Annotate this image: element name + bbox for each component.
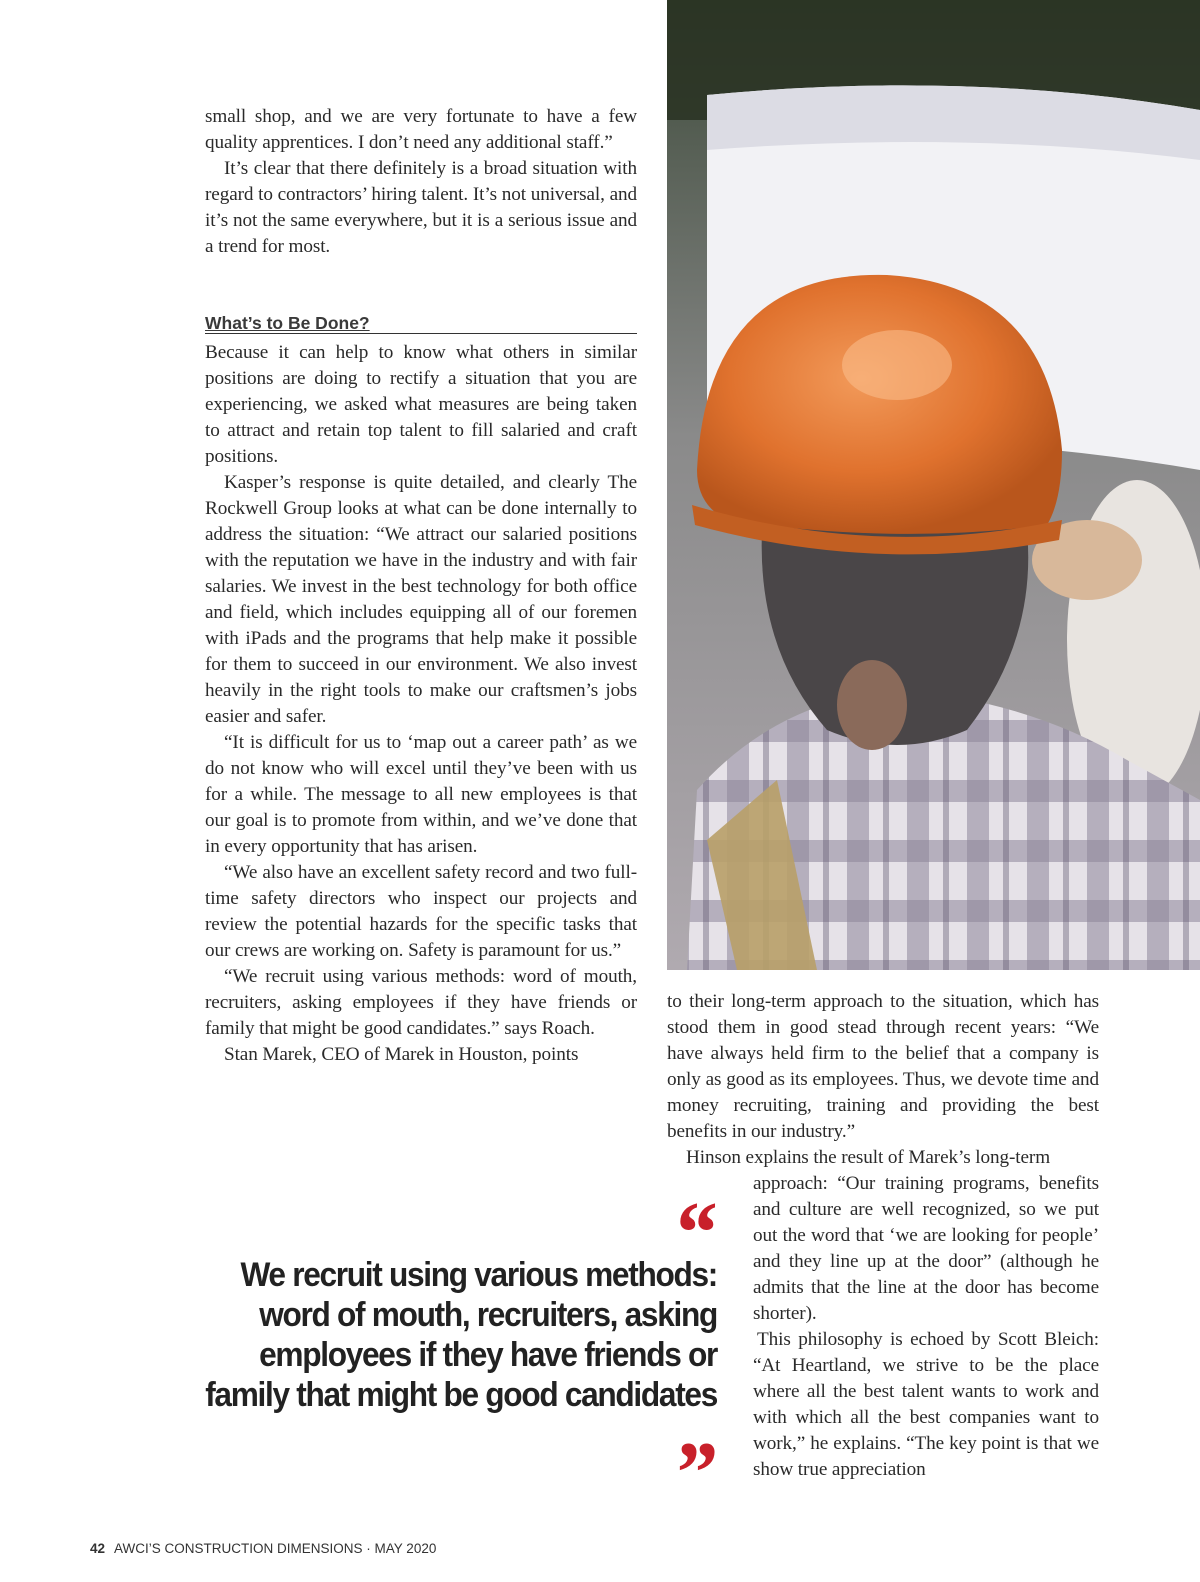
- article-column-right-narrow: [753, 1171, 1099, 1483]
- article-column-right: [667, 989, 1099, 1171]
- paragraph: approach: “Our training programs, benefits and culture are well recognized, so we put out the word that ‘we are looking for people’ and they line up at the door” (although he admits that the line at the door has become shorter).: [753, 1173, 1099, 1324]
- paragraph: to their long-term approach to the situation, which has stood them in good stead through recent years: “We have always held firm to the belief that a company is only as good as its employees. Thus, we devote time and money recruiting, training and providing the best benefits in our industry.”: [667, 991, 1099, 1142]
- hard-hat-worker-photo: [667, 0, 1200, 970]
- paragraph: “We recruit using various methods: word of mouth, recruiters, asking employees if they have friends or family that might be good candidates.” says Roach.: [205, 966, 637, 1039]
- paragraph: Because it can help to know what others in similar positions are doing to rectify a situation that you are experiencing, we asked what measures are being taken to attract and retain top talent to fill salaried and craft positions.: [205, 342, 637, 467]
- construction-worker-photo-icon: [667, 0, 1200, 970]
- page-number: 42: [90, 1541, 106, 1556]
- section-heading: What’s to Be Done?: [205, 313, 637, 334]
- paragraph: It’s clear that there definitely is a broad situation with regard to contractors’ hiring talent. It’s not universal, and it’s not the same everywhere, but it is a serious issue and a trend for most.: [205, 158, 637, 257]
- paragraph: Kasper’s response is quite detailed, and clearly The Rockwell Group looks at what can be done internally to address the situation: “We attract our salaried positions with the reputation we have in the industry and with fair salaries. We invest in the best technology for both office and field, which includes equipping all of our foremen with iPads and the programs that help make it possible for them to succeed in our environment. We also invest heavily in the right tools to make our craftsmen’s jobs easier and safer.: [205, 472, 637, 727]
- close-quote-icon: ”: [672, 1425, 716, 1522]
- pull-quote: We recruit using various methods: word of mouth, recruiters, asking employees if they have friends or family that might be good candidates: [205, 1256, 717, 1414]
- paragraph: Hinson explains the result of Marek’s long-term: [686, 1147, 1051, 1168]
- article-column-left-continued: [205, 340, 637, 1068]
- publication-name: AWCI’S CONSTRUCTION DIMENSIONS · MAY 2020: [114, 1541, 437, 1556]
- open-quote-icon: “: [672, 1185, 716, 1282]
- article-column-left: [205, 104, 637, 260]
- paragraph: Stan Marek, CEO of Marek in Houston, points: [224, 1044, 579, 1065]
- paragraph: small shop, and we are very fortunate to have a few quality apprentices. I don’t need any additional staff.”: [205, 106, 637, 153]
- paragraph: “It is difficult for us to ‘map out a career path’ as we do not know who will excel until they’ve been with us for a while. The message to all new employees is that our goal is to promote from within, and we’ve done that in every opportunity that has arisen.: [205, 732, 637, 857]
- paragraph: “We also have an excellent safety record and two full-time safety directors who inspect our projects and review the potential hazards for the specific tasks that our crews are working on. Safety is paramount for us.”: [205, 862, 637, 961]
- paragraph: This philosophy is echoed by Scott Bleich: “At Heartland, we strive to be the place where all the best talent wants to work and with which all the best companies want to work,” he explains. “The key point is that we show true appreciation: [753, 1329, 1099, 1480]
- page-footer: [90, 1541, 436, 1556]
